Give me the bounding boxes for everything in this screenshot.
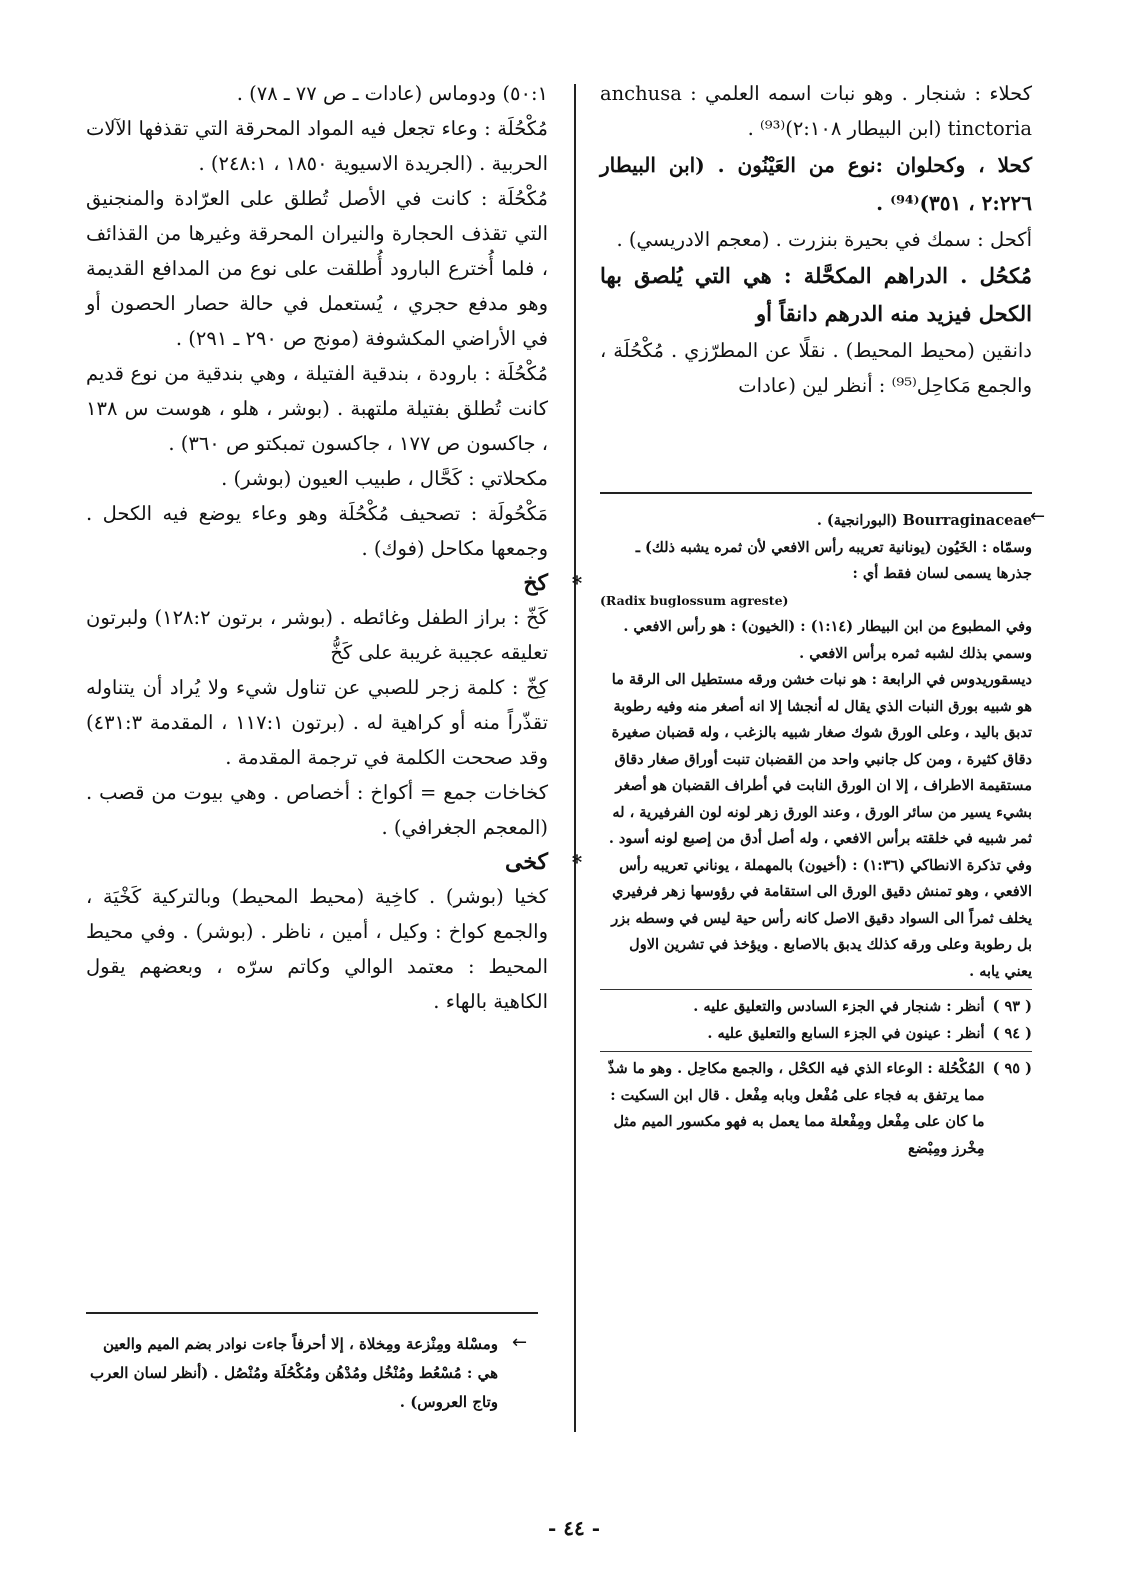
heading-text: كخى — [504, 849, 548, 875]
star-icon: * — [571, 571, 583, 595]
star-icon: * — [571, 850, 583, 874]
continuation-arrow-icon: ← — [1030, 506, 1046, 527]
entry-continuation: ٥٠:١) ودوماس (عادات ـ ص ٧٧ ـ ٧٨) . — [236, 82, 548, 105]
footnote-line: وسمّاه : الخَيُون (يونانية تعريبه رأس الافعي لأن ثمره يشبه ذلك) ـ جذرها يسمى لسان فقط أي : — [635, 538, 1032, 582]
footnote-line: ديسقوريدوس في الرابعة : هو نبات خشن ورقه مستطيل الى الرقة ما هو شبيه بورق النبات الذي يقال له أنجشا إلا انه أصغر منه وفيه رطوبة تدبق باليد ، وعلى الورق شوك صغار شبيه بالزغب ، وله قضبان صغيرة دقاق كثيرة ، ومن كل جانبي واحد من القضبان تنبت أوراق صغار دقاق مستقيمة الاطراف ، إلا ان الورق النابت في أطراف القضبان هو أصغر بشيء يسير من سائر الورق ، وعند الورق زهر لونه لون الفرفيرية ، له ثمر شبيه في خلقته برأس الافعي ، وله أصل أدق من إصبع لونه أسود . — [608, 671, 1032, 847]
column-divider — [574, 84, 576, 1432]
right-footnote-rule — [600, 492, 1032, 494]
entry-kakh-1: كَخّ : براز الطفل وغائطه . (بوشر ، برتون ١٢٨:٢) ولبرتون تعليقه عجيبة غريبة على كَخُّ — [86, 606, 548, 664]
entry-mukhul: مُكحُل . الدراهم المكحَّلة : هي التي يُلصق بها الكحل فيزيد منه الدرهم دانقاً أو — [600, 263, 1032, 326]
footnote-text: أنظر : شنجار في الجزء السادس والتعليق عليه . — [693, 998, 985, 1015]
footnote-line: وفي المطبوع من ابن البيطار (١:١٤) : (الخيون) : هو رأس الافعي . وسمي بذلك لشبه ثمره برأس الافعي . — [623, 618, 1032, 662]
footnote-95 — [600, 1056, 1032, 1162]
entry-makhula: مَكْحُولَة : تصحيف مُكْحُلَة وهو وعاء يوضع فيه الكحل . وجمعها مكاحل (فوك) . — [86, 502, 548, 560]
entry-kahlawan: كحلا ، وكحلوان :نوع من العَيْنُون . (ابن البيطار ٢:٢٢٦ ، ٣٥١)⁽⁹⁴⁾ . — [600, 153, 1032, 215]
footnote-text: أنظر : عينون في الجزء السابع والتعليق عليه . — [707, 1024, 985, 1042]
section-heading-kakha — [86, 845, 592, 879]
footnote-text: المُكْحُلة : الوعاء الذي فيه الكحْل ، والجمع مكاحِل . وهو ما شذّ مما يرتفق به فجاء على مُفْعل وبابه مِفْعل . قال ابن السكيت : ما كان على مِفْعل ومِفْعلة مما يعمل به فهو مكسور الميم مثل مِخْرز ومِبْضع — [607, 1060, 985, 1157]
entry-mukhula-2: مُكْحُلَة : كانت في الأصل تُطلق على العرّادة والمنجنيق التي تقذف الحجارة والنيران المحرقة وغيرها من القذائف ، فلما أُخترع البارود أُطلقت على نوع من المدافع القديمة وهو مدفع حجري ، يُستعمل في حالة حصار الحصون أو في الأراضي المكشوفة (مونج ص ٢٩٠ ـ ٢٩١) . — [86, 187, 548, 350]
entry-mukhula-1: مُكْحُلَة : وعاء تجعل فيه المواد المحرقة التي تقذفها الآلات الحربية . (الجريدة الاسيوية ١٨٥٠ ، ٢٤٨:١) . — [86, 117, 548, 175]
entry-mukhul-continuation: دانقين (محيط المحيط) . نقلًا عن المطرّزي . مُكْحُلَة ، والجمع مَكاحِل⁽⁹⁵⁾ : أنظر لين (عادات — [600, 339, 1032, 397]
left-footnote — [86, 1330, 538, 1417]
footnote-line: وفي تذكرة الانطاكي (١:٣٦) : (أخيون) بالمهملة ، يوناني تعريبه رأس الافعي ، وهو تمنش دقيق الورق الى استقامة في رؤوسها زهر فرفيري يخلف ثمراً الى السواد دقيق الاصل كانه رأس حية ليس في وسطه بزر بل رطوبة وعلى ورقه كذلك يدبق بالاصابع . ويؤخذ في تشرين الاول يعني يابه . — [611, 856, 1032, 980]
footnote-divider — [600, 989, 1032, 990]
footnote-text: ومسْلة ومِنْزعة ومِخلاة ، إلا أحرفاً جاءت نوادر بضم الميم والعين هي : مُسْعُط ومُنْخُل ومُدْهُن ومُكْحُلَة ومُنْصُل . (أنظر لسان العرب وتاج العروس) . — [90, 1335, 498, 1411]
footnote-number: ( ٩٥ ) — [992, 1060, 1032, 1077]
heading-text: كخ — [523, 570, 548, 596]
entry-kakh-2: كِخّ : كلمة زجر للصبي عن تناول شيء ولا يُراد أن يتناوله تقذّراً منه أو كراهية له . (برتون ١١٧:١ ، المقدمة ٤٣١:٣) وقد صححت الكلمة في ترجمة المقدمة . — [86, 676, 548, 769]
footnote-divider — [600, 1051, 1032, 1052]
right-column — [600, 76, 1032, 403]
entry-kakhya: كخيا (بوشر) . كاخِية (محيط المحيط) وبالتركية كَخْيَة ، والجمع كواخ : وكيل ، أمين ، ناظر . (بوشر) . وفي محيط المحيط : معتمد الوالي وكاتم سرّه ، وبعضهم يقول الكاهية بالهاء . — [86, 885, 548, 1013]
entry-mukhalati: مكحلاتي : كَحَّال ، طبيب العيون (بوشر) . — [221, 467, 548, 490]
entry-akhal: أكحل : سمك في بحيرة بنزرت . (معجم الادريسي) . — [616, 228, 1032, 251]
page-number: - ٤٤ - — [547, 1516, 600, 1540]
continuation-arrow-icon: ← — [512, 1332, 528, 1353]
entry-kahla: كحلاء : شنجار . وهو نبات اسمه العلمي : anchusa tinctoria (ابن البيطار ٢:١٠٨)⁽⁹³⁾ . — [600, 82, 1032, 140]
footnote-number: ( ٩٣ ) — [992, 998, 1032, 1015]
footnote-line: Bourraginaceae (البورانجية) . — [816, 512, 1032, 529]
section-heading-kakh — [86, 566, 592, 600]
entry-kakh-3: كخاخات جمع = أكواخ : أخصاص . وهي بيوت من قصب . (المعجم الجغرافي) . — [86, 781, 548, 839]
entry-mukhula-3: مُكْحُلَة : بارودة ، بندقية الفتيلة ، وهي بندقية من نوع قديم كانت تُطلق بفتيلة ملتهبة . (بوشر ، هلو ، هوست س ١٣٨ ، جاكسون ص ١٧٧ ، جاكسون تمبكتو ص ٣٦٠) . — [86, 362, 548, 455]
footnote-93 — [600, 994, 1032, 1021]
right-footnotes — [600, 508, 1032, 1162]
footnote-number: ( ٩٤ ) — [992, 1024, 1032, 1042]
footnote-94 — [600, 1021, 1032, 1048]
footnote-latin: (Radix buglossum agreste) — [600, 592, 789, 608]
left-footnote-rule — [86, 1312, 538, 1314]
left-column — [86, 76, 583, 1019]
